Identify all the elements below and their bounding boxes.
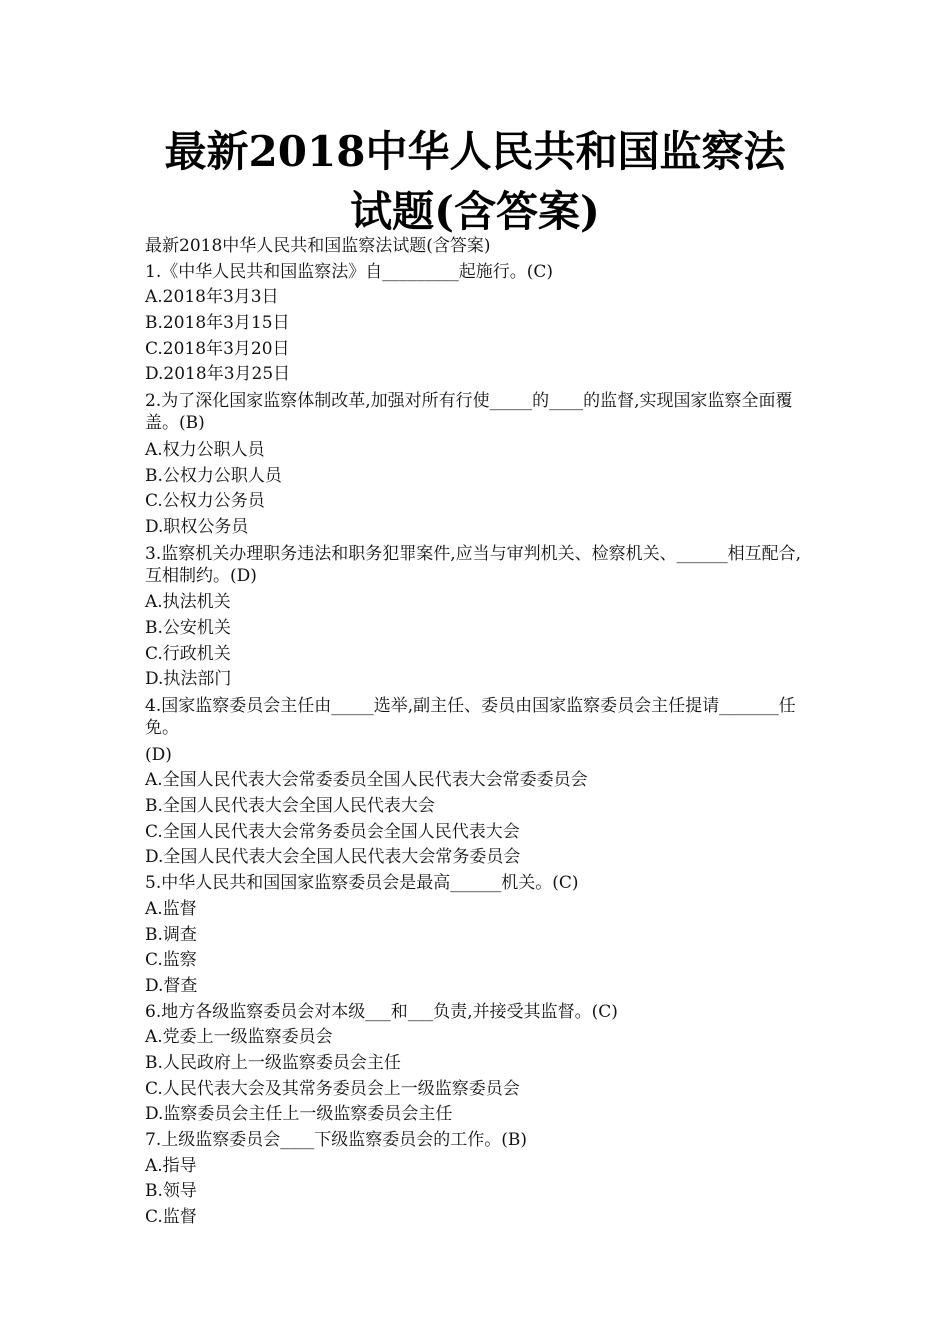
option-1c: C.2018年3月20日 — [145, 338, 290, 359]
option-6d: D.监察委员会主任上一级监察委员会主任 — [145, 1104, 453, 1125]
option-1a: A.2018年3月3日 — [145, 287, 279, 308]
option-3c: C.行政机关 — [145, 643, 231, 664]
option-4c: C.全国人民代表大会常务委员会全国人民代表大会 — [145, 821, 520, 842]
option-4a: A.全国人民代表大会常委委员全国人民代表大会常委委员会 — [145, 770, 588, 791]
option-6b: B.人民政府上一级监察委员会主任 — [145, 1052, 401, 1073]
question-4-answer: (D) — [145, 744, 172, 765]
option-2a: A.权力公职人员 — [145, 439, 265, 460]
document-title-line2: 试题(含答案) — [350, 187, 600, 236]
option-5b: B.调查 — [145, 924, 197, 945]
option-3b: B.公安机关 — [145, 617, 231, 638]
option-1b: B.2018年3月15日 — [145, 313, 290, 334]
question-5: 5.中华人民共和国国家监察委员会是最高______机关。(C) — [145, 873, 579, 894]
option-7a: A.指导 — [145, 1155, 197, 1176]
option-2d: D.职权公务员 — [145, 516, 249, 537]
question-6: 6.地方各级监察委员会对本级___和___负责,并接受其监督。(C) — [145, 1001, 618, 1022]
option-1d: D.2018年3月25日 — [145, 364, 291, 385]
question-2: 2.为了深化国家监察体制改革,加强对所有行使_____的____的监督,实现国家监察全面覆盖。(B) — [145, 391, 793, 434]
document-subtitle: 最新2018中华人民共和国监察法试题(含答案) — [145, 236, 491, 256]
option-6c: C.人民代表大会及其常务委员会上一级监察委员会 — [145, 1078, 520, 1099]
option-2b: B.公权力公职人员 — [145, 465, 282, 486]
option-6a: A.党委上一级监察委员会 — [145, 1027, 333, 1048]
option-5a: A.监督 — [145, 898, 197, 919]
option-4b: B.全国人民代表大会全国人民代表大会 — [145, 796, 435, 817]
option-7b: B.领导 — [145, 1181, 197, 1202]
option-2c: C.公权力公务员 — [145, 491, 265, 512]
question-7: 7.上级监察委员会____下级监察委员会的工作。(B) — [145, 1130, 527, 1150]
question-1: 1.《中华人民共和国监察法》自_________起施行。(C) — [145, 261, 553, 282]
option-5c: C.监察 — [145, 950, 197, 971]
option-3a: A.执法机关 — [145, 592, 231, 613]
option-7c: C.监督 — [145, 1207, 197, 1228]
document-body — [145, 234, 810, 1231]
option-5d: D.督查 — [145, 975, 198, 996]
option-4d: D.全国人民代表大会全国人民代表大会常务委员会 — [145, 847, 521, 868]
question-4: 4.国家监察委员会主任由_____选举,副主任、委员由国家监察委员会主任提请_______任免。 — [145, 696, 796, 738]
question-3: 3.监察机关办理职务违法和职务犯罪案件,应当与审判机关、检察机关、______相互配合,互相制约。(D) — [145, 543, 802, 586]
document-title-line1: 最新2018中华人民共和国监察法 — [164, 127, 786, 176]
option-3d: D.执法部门 — [145, 669, 232, 690]
